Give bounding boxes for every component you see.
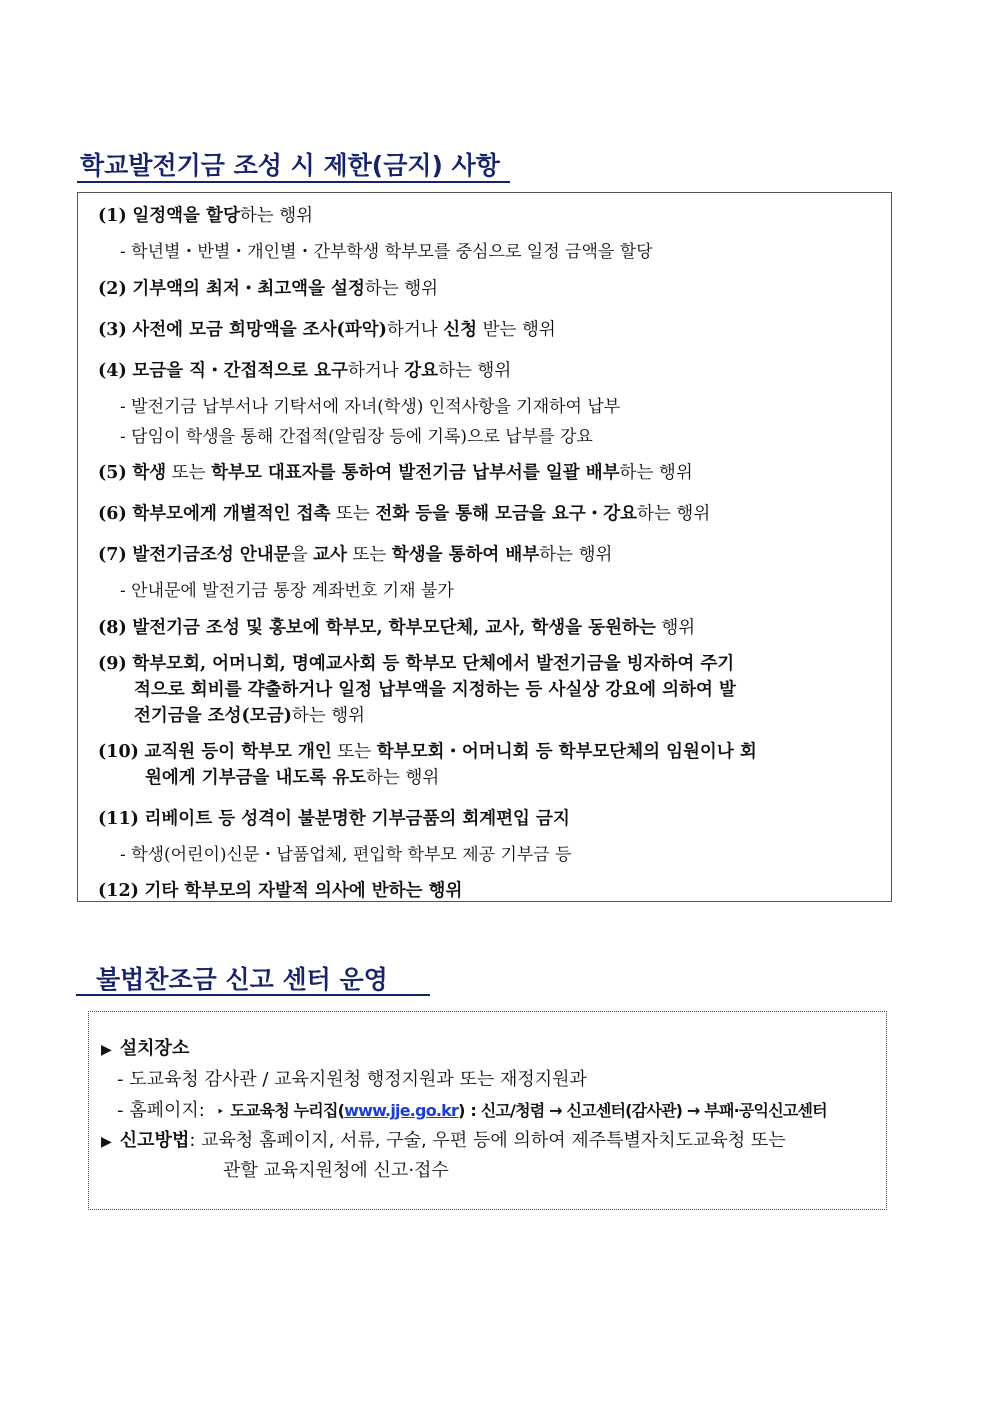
homepage-row [117,1098,827,1126]
item-number: (10) [98,742,139,762]
list-item-continuation [134,703,365,729]
item-text: 받는 행위 [477,320,556,340]
item-text-bold: 학부모 대표자를 통하여 발전기금 납부서를 일괄 배부 [211,463,620,483]
item-text-bold: 사전에 모금 희망액을 조사(파악) [132,320,387,340]
homepage-close: ) [458,1101,465,1120]
item-number: (9) [98,654,127,674]
section1-title: 학교발전기금 조성 시 제한(금지) 사항 [80,151,500,180]
item-text-bold: 적으로 회비를 갹출하거나 일정 납부액을 지정하는 등 사실상 강요에 의하여 발 [134,680,736,700]
item-text: 하는 행위 [438,361,512,381]
sub-item: - 학년별・반별・개인별・간부학생 학부모를 중심으로 일정 금액을 할당 [120,242,653,262]
item-text-bold: 발전기금 조성 및 홍보에 학부모, 학부모단체, 교사, 학생을 동원하는 [132,618,656,638]
item-text: 하거나 [347,361,405,381]
item-text-bold: 전기금을 조성(모금) [134,706,292,726]
item-number: (4) [98,361,127,381]
report-line2: 관할 교육지원청에 신고·접수 [223,1160,449,1181]
item-text: 또는 [331,742,377,762]
item-text-bold: 학부모회, 어머니회, 명예교사회 등 학부모 단체에서 발전기금을 빙자하여 주기 [132,654,735,674]
item-text: 하거나 [386,320,444,340]
item-text-bold: 전화 등을 통해 모금을 요구・강요 [375,504,638,524]
item-text-bold: 리베이트 등 성격이 불분명한 기부금품의 회계편입 금지 [144,809,570,829]
list-item-continuation [145,765,439,791]
item-text-bold: 학생 [132,463,167,483]
sub-item: - 안내문에 발전기금 통장 계좌번호 기재 불가 [120,581,454,601]
homepage-path: : 신고/청렴 → 신고센터(감사관) → 부패·공익신고센터 [470,1101,827,1120]
list-item [98,317,556,343]
restrictions-box [77,192,892,902]
item-text-bold: 기부액의 최저・최고액을 설정 [132,279,365,299]
list-item [98,276,438,302]
install-row [101,1036,189,1063]
item-number: (8) [98,618,127,638]
item-text-bold: 교직원 등이 학부모 개인 [144,742,332,762]
item-number: (7) [98,545,127,565]
item-text-bold: 학생을 통하여 배부 [391,545,540,565]
triangle-right-icon: ▶ [101,1134,112,1150]
install-label: 설치장소 [119,1038,190,1059]
item-number: (2) [98,279,127,299]
section1-title-underline [77,181,510,183]
sub-item: - 담임이 학생을 통해 간접적(알림장 등에 기록)으로 납부를 강요 [120,427,593,447]
item-number: (6) [98,504,127,524]
item-text-bold: 학부모회・어머니회 등 학부모단체의 임원이나 회 [376,742,757,762]
item-text: 하는 행위 [366,768,440,788]
item-text: 하는 행위 [364,279,439,299]
item-number: (11) [98,809,139,829]
item-text: 또는 [166,463,212,483]
list-item [98,739,757,765]
item-text-bold: 강요 [404,361,439,381]
triangle-right-icon: ▶ [101,1042,112,1058]
install-line: - 도교육청 감사관 / 교육지원청 행정지원과 또는 재정지원과 [117,1069,587,1090]
item-text: 하는 행위 [539,545,613,565]
list-item [98,460,693,486]
item-text: 을 [290,545,314,565]
item-number: (1) [98,206,127,226]
list-item-continuation [134,677,736,703]
item-text: 또는 [346,545,392,565]
homepage-label: - 홈페이지: [117,1100,205,1121]
item-text-bold: 일정액을 할당 [132,206,240,226]
report-line1: : 교육청 홈페이지, 서류, 구술, 우편 등에 의하여 제주특별자치도교육청 또는 [189,1130,786,1151]
list-item [98,878,462,904]
report-center-box [88,1011,887,1210]
item-number: (12) [98,881,139,901]
item-text-bold: 원에게 기부금을 내도록 유도 [145,768,367,788]
list-item [98,501,710,527]
section2-title-underline [76,994,430,996]
item-text: 행위 [655,618,696,638]
item-text-bold: 모금을 직・간접적으로 요구 [132,361,348,381]
bullet-icon: ‣ [216,1105,225,1120]
item-number: (3) [98,320,127,340]
item-text-bold: 기타 학부모의 자발적 의사에 반하는 행위 [144,881,463,901]
item-text: 하는 행위 [619,463,693,483]
list-item [98,806,570,832]
item-text-bold: 발전기금조성 안내문 [132,545,291,565]
report-row [101,1128,786,1155]
list-item [98,542,612,568]
item-number: (5) [98,463,127,483]
item-text-bold: 교사 [313,545,347,565]
item-text: 또는 [330,504,376,524]
sub-item: - 발전기금 납부서나 기탁서에 자녀(학생) 인적사항을 기재하여 납부 [120,397,621,417]
homepage-site: 도교육청 누리집( [230,1101,345,1120]
list-item [98,203,313,229]
report-label: 신고방법 [119,1130,190,1151]
item-text-bold: 학부모에게 개별적인 접촉 [132,504,331,524]
list-item [98,651,734,677]
homepage-link[interactable]: www.jje.go.kr [344,1101,459,1120]
list-item [98,358,511,384]
section2-title: 불법찬조금 신고 센터 운영 [96,965,388,994]
item-text: 하는 행위 [637,504,711,524]
item-text: 하는 행위 [239,206,314,226]
sub-item: - 학생(어린이)신문・납품업체, 편입학 학부모 제공 기부금 등 [120,845,572,865]
item-text-bold: 신청 [443,320,478,340]
item-text: 하는 행위 [291,706,366,726]
list-item [98,615,695,641]
